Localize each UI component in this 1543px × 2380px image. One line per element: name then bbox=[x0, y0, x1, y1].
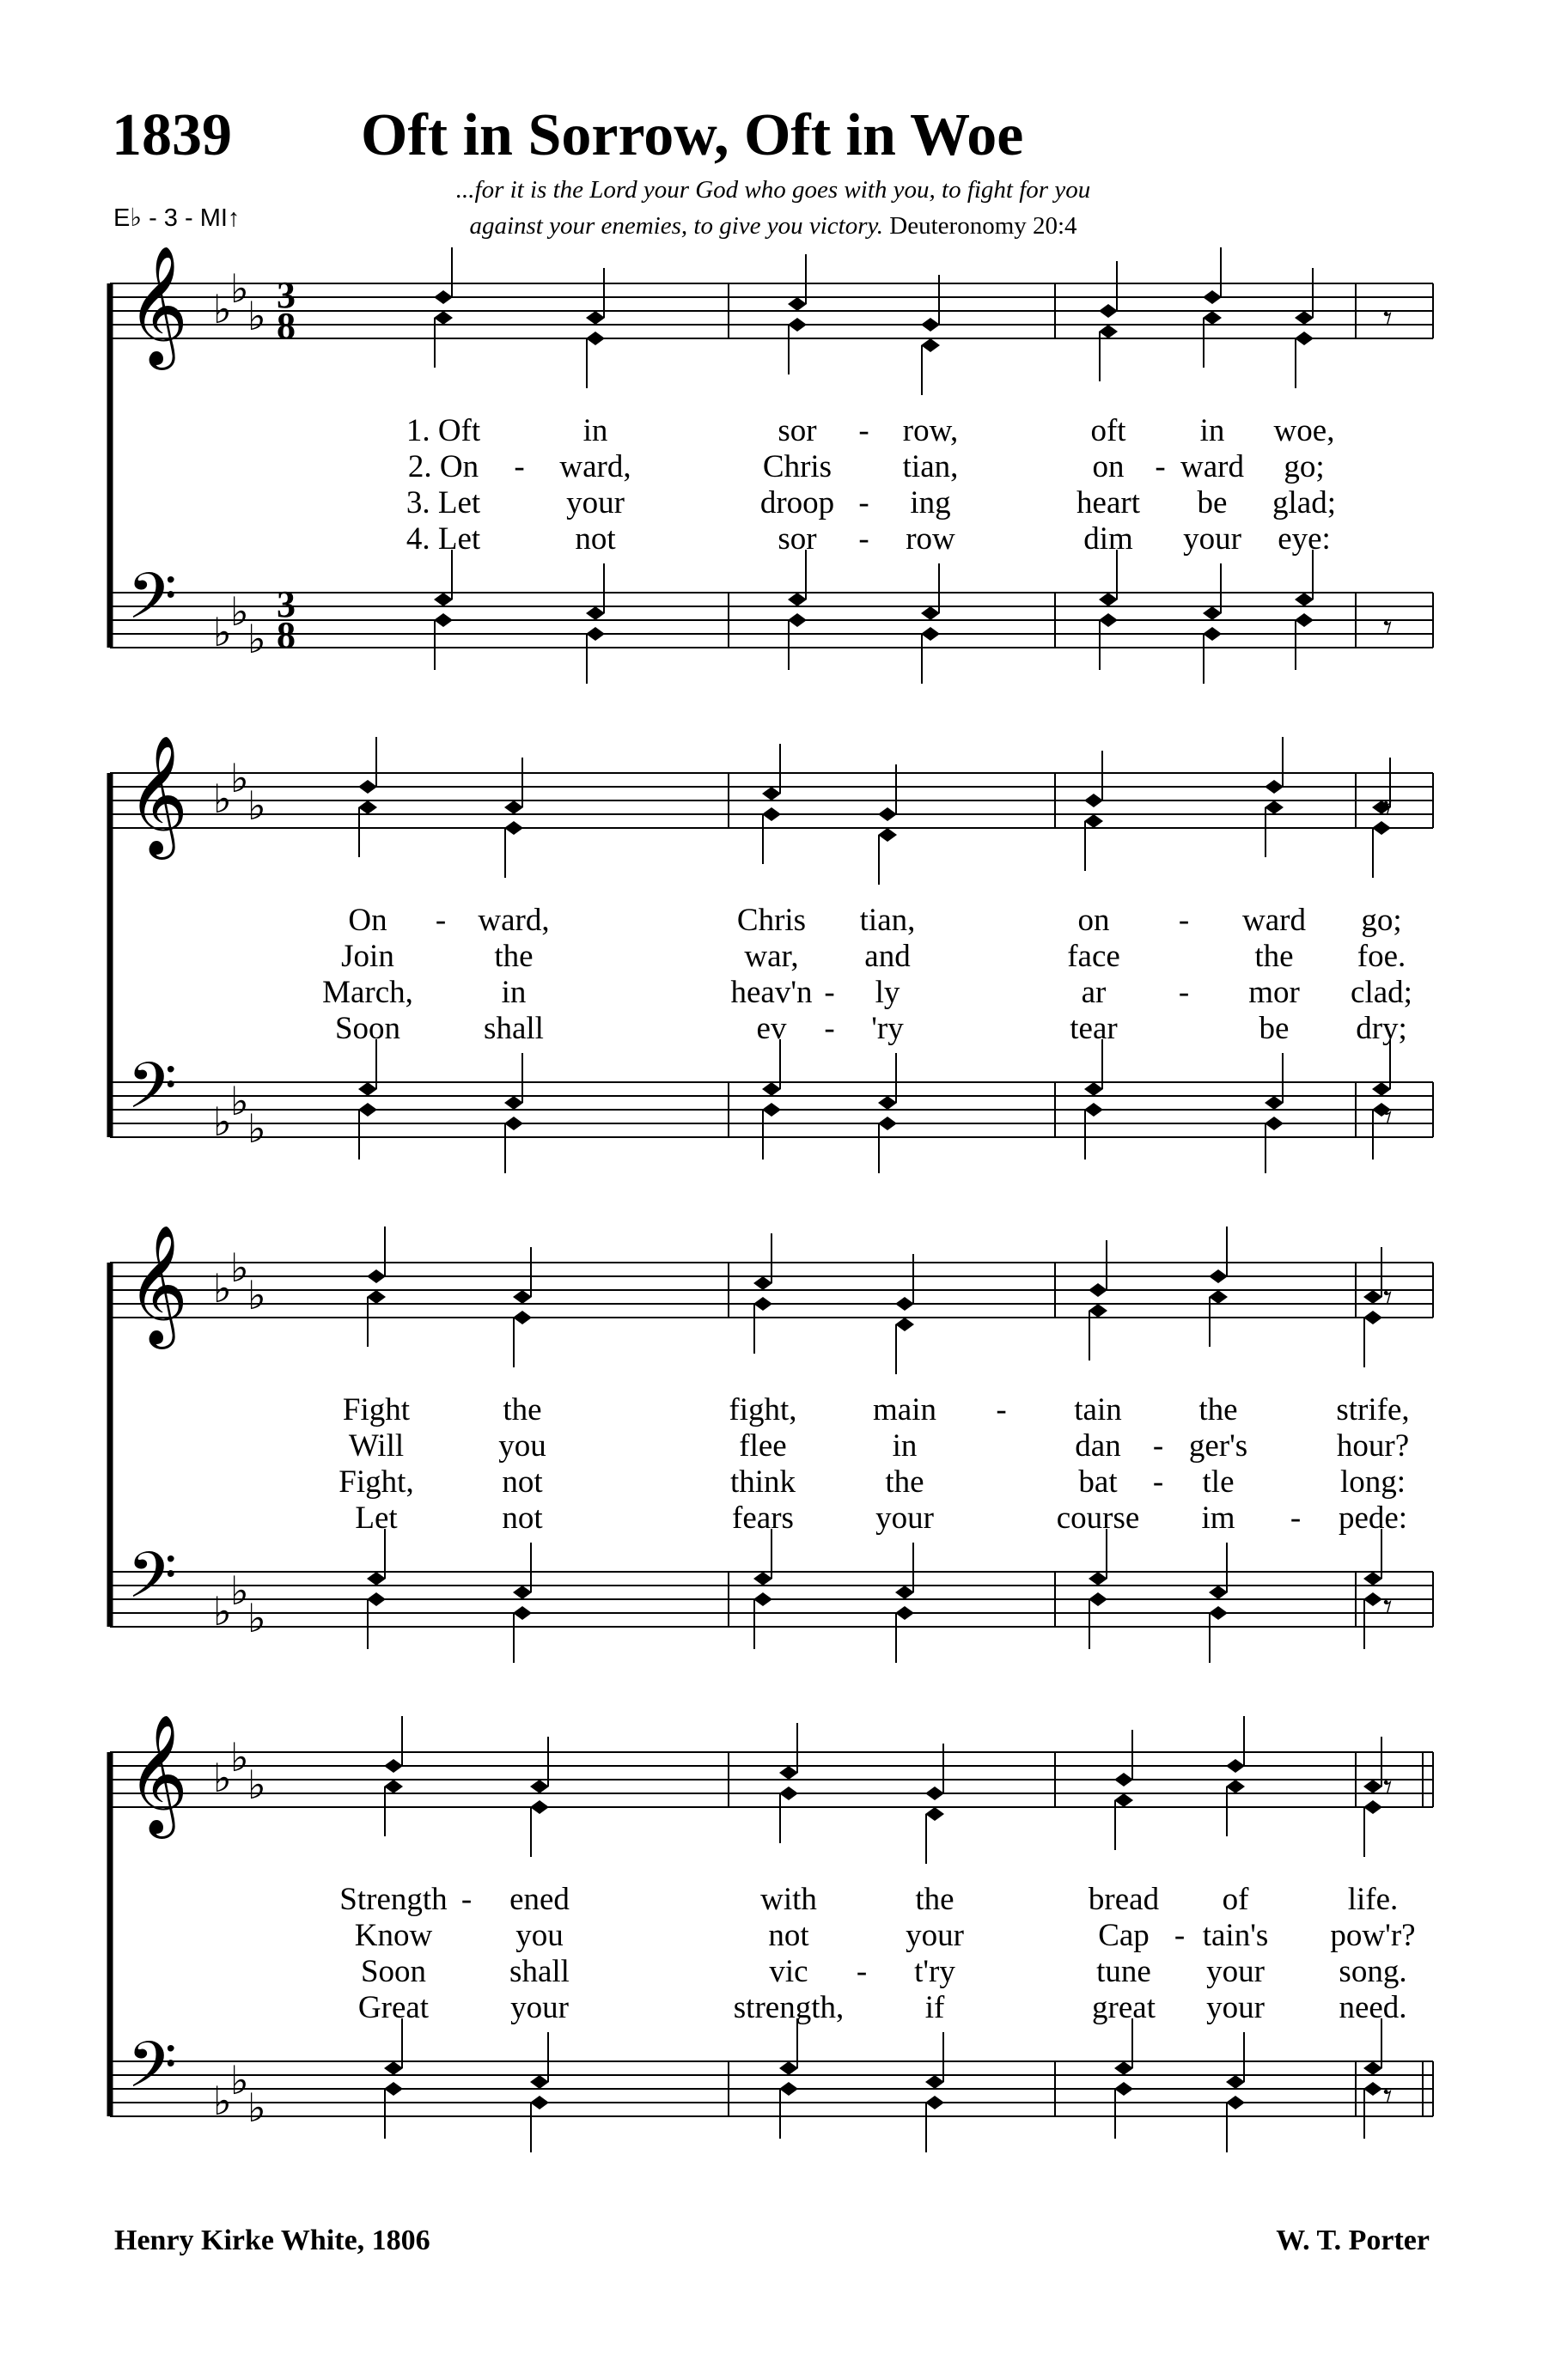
lyric-hyphen: - bbox=[858, 413, 869, 448]
music-system-3 bbox=[110, 1225, 1433, 1666]
scripture-reference: Deuteronomy 20:4 bbox=[889, 212, 1077, 240]
eighth-rest-icon: 𝄾 bbox=[1383, 788, 1393, 828]
note bbox=[1084, 814, 1103, 871]
flat-icon: ♭ bbox=[247, 1595, 266, 1641]
note bbox=[1363, 2018, 1382, 2075]
flat-icon: ♭ bbox=[213, 286, 232, 332]
lyric-syllable: t'ry bbox=[914, 1954, 955, 1989]
lyric-syllable: your bbox=[510, 1990, 569, 2025]
lyric-hyphen: - bbox=[1152, 1464, 1164, 1500]
lyric-syllable: clad; bbox=[1351, 975, 1412, 1010]
lyric-syllable: Strength bbox=[339, 1882, 448, 1917]
lyric-syllable: Will bbox=[348, 1428, 405, 1464]
lyric-syllable: foe. bbox=[1357, 939, 1406, 974]
music-system-1 bbox=[110, 246, 1433, 687]
scripture-quote-line1: ...for it is the Lord your God who goes with you, to fight for you bbox=[455, 176, 1091, 204]
lyric-syllable: on bbox=[1092, 449, 1125, 484]
lyric-syllable: vic bbox=[769, 1954, 808, 1989]
note bbox=[1084, 1039, 1103, 1096]
lyric-syllable: main bbox=[873, 1392, 936, 1427]
lyric-syllable: ly bbox=[875, 975, 900, 1010]
lyric-syllable: heav'n bbox=[730, 975, 813, 1010]
note bbox=[779, 2082, 798, 2139]
note bbox=[878, 828, 897, 885]
key-signature-label: E♭ - 3 - MI↑ bbox=[113, 204, 241, 232]
note bbox=[434, 613, 453, 670]
lyric-syllable: go; bbox=[1361, 903, 1402, 938]
note bbox=[358, 737, 377, 794]
flat-icon: ♭ bbox=[213, 1099, 232, 1145]
note bbox=[1363, 1529, 1382, 1586]
flat-icon: ♭ bbox=[213, 1588, 232, 1634]
note bbox=[1265, 737, 1284, 794]
eighth-rest-icon: 𝄾 bbox=[1383, 1278, 1393, 1318]
lyric-syllable: your bbox=[1206, 1954, 1265, 1989]
lyric-syllable: need. bbox=[1339, 1990, 1407, 2025]
lyric-hyphen: - bbox=[1155, 449, 1166, 484]
bass-clef-icon: 𝄢 bbox=[127, 2028, 177, 2118]
treble-staff bbox=[110, 283, 1433, 338]
note bbox=[358, 1039, 377, 1096]
lyric-line-verse-4 bbox=[110, 1500, 1433, 1536]
eighth-rest-icon: 𝄾 bbox=[1383, 1587, 1393, 1627]
lyric-syllable: and bbox=[864, 939, 911, 974]
lyric-syllable: be bbox=[1197, 485, 1228, 520]
lyric-syllable: not bbox=[502, 1464, 543, 1500]
lyric-syllable: your bbox=[1183, 521, 1241, 557]
lyric-line-verse-1 bbox=[110, 1881, 1433, 1917]
note bbox=[779, 2018, 798, 2075]
note bbox=[358, 1103, 377, 1160]
lyric-syllable: dan bbox=[1075, 1428, 1121, 1464]
lyric-syllable: on bbox=[1077, 903, 1110, 938]
note bbox=[1084, 1103, 1103, 1160]
lyric-syllable: ward, bbox=[478, 903, 550, 938]
lyric-syllable: tian, bbox=[902, 449, 959, 484]
composer-credit: W. T. Porter bbox=[1276, 2225, 1430, 2256]
note bbox=[384, 2018, 403, 2075]
music-system-2 bbox=[110, 735, 1433, 1177]
flat-icon: ♭ bbox=[247, 2085, 266, 2131]
lyric-syllable: strength, bbox=[733, 1990, 845, 2025]
lyric-syllable: fight, bbox=[729, 1392, 797, 1427]
lyric-syllable: tear bbox=[1070, 1011, 1118, 1046]
flat-icon: ♭ bbox=[230, 2057, 249, 2103]
lyric-syllable: Know bbox=[354, 1918, 433, 1953]
note bbox=[434, 550, 453, 606]
note bbox=[925, 1807, 944, 1864]
flat-icon: ♭ bbox=[247, 1762, 266, 1808]
time-signature-bottom: 8 bbox=[277, 614, 296, 656]
lyric-syllable: im bbox=[1201, 1500, 1235, 1536]
lyric-syllable: row bbox=[906, 521, 955, 557]
lyric-syllable: bat bbox=[1078, 1464, 1118, 1500]
note bbox=[1295, 550, 1314, 606]
note bbox=[1372, 1039, 1391, 1096]
lyric-syllable: mor bbox=[1248, 975, 1300, 1010]
lyric-hyphen: - bbox=[1290, 1500, 1302, 1536]
note bbox=[1226, 1716, 1245, 1773]
lyric-syllable: strife, bbox=[1336, 1392, 1410, 1427]
note bbox=[921, 627, 940, 684]
lyric-syllable: be bbox=[1259, 1011, 1290, 1046]
music-system-4 bbox=[110, 1714, 1433, 2156]
lyric-syllable: Chris bbox=[762, 449, 832, 484]
lyric-syllable: woe, bbox=[1273, 413, 1335, 448]
flat-icon: ♭ bbox=[213, 609, 232, 655]
lyric-syllable: flee bbox=[739, 1428, 787, 1464]
note bbox=[367, 1529, 386, 1586]
lyric-syllable: in bbox=[582, 413, 608, 448]
lyric-syllable: not bbox=[768, 1918, 809, 1953]
lyric-line-verse-4 bbox=[110, 520, 1433, 557]
lyric-hyphen: - bbox=[1174, 1918, 1186, 1953]
lyric-syllable: pow'r? bbox=[1330, 1918, 1416, 1953]
lyric-syllable: you bbox=[498, 1428, 546, 1464]
lyric-syllable: great bbox=[1092, 1990, 1156, 2025]
lyric-line-verse-3 bbox=[110, 974, 1433, 1010]
lyric-syllable: not bbox=[502, 1500, 543, 1536]
flat-icon: ♭ bbox=[247, 1272, 266, 1318]
lyric-syllable: shall bbox=[484, 1011, 544, 1046]
lyric-syllable: go; bbox=[1284, 449, 1325, 484]
lyric-hyphen: - bbox=[460, 1882, 473, 1917]
note bbox=[895, 1318, 914, 1374]
lyric-line-verse-2 bbox=[110, 1427, 1433, 1464]
lyric-syllable: the bbox=[885, 1464, 924, 1500]
note bbox=[762, 807, 781, 864]
lyric-syllable: eye: bbox=[1278, 521, 1331, 557]
lyric-hyphen: - bbox=[824, 975, 835, 1010]
note bbox=[1099, 550, 1118, 606]
lyric-syllable: long: bbox=[1339, 1464, 1406, 1500]
lyric-syllable: ened bbox=[509, 1882, 570, 1917]
lyric-syllable: tain bbox=[1074, 1392, 1122, 1427]
note bbox=[1209, 1227, 1228, 1283]
lyric-syllable: in bbox=[892, 1428, 918, 1464]
note bbox=[530, 2096, 549, 2152]
note bbox=[788, 613, 807, 670]
hymn-number: 1839 bbox=[112, 102, 232, 168]
note bbox=[1099, 613, 1118, 670]
lyric-syllable: Let bbox=[355, 1500, 398, 1536]
lyric-syllable: sor bbox=[778, 413, 817, 448]
lyric-syllable: Fight, bbox=[338, 1464, 414, 1500]
lyric-syllable: fears bbox=[732, 1500, 794, 1536]
lyric-hyphen: - bbox=[1178, 975, 1190, 1010]
note bbox=[384, 1716, 403, 1773]
flat-icon: ♭ bbox=[247, 782, 266, 829]
note bbox=[1114, 1793, 1133, 1850]
note bbox=[504, 821, 523, 878]
note bbox=[753, 1592, 772, 1649]
lyric-line-verse-2 bbox=[110, 938, 1433, 974]
lyric-syllable: war, bbox=[744, 939, 799, 974]
note bbox=[1226, 2096, 1245, 2152]
treble-clef-icon: 𝄞 bbox=[127, 1714, 188, 1834]
lyric-syllable: 1. Oft bbox=[406, 413, 481, 448]
note bbox=[504, 1117, 523, 1173]
lyric-syllable: in bbox=[1199, 413, 1225, 448]
lyric-syllable: ward bbox=[1242, 903, 1306, 938]
lyric-line-verse-1 bbox=[110, 1391, 1433, 1427]
note bbox=[384, 2082, 403, 2139]
bass-staff bbox=[110, 593, 1433, 648]
note bbox=[434, 247, 453, 304]
flat-icon: ♭ bbox=[213, 776, 232, 822]
flat-icon: ♭ bbox=[230, 588, 249, 635]
eighth-rest-icon: 𝄾 bbox=[1383, 299, 1393, 338]
lyric-syllable: if bbox=[924, 1990, 945, 2025]
lyric-hyphen: - bbox=[824, 1011, 835, 1046]
lyric-line-verse-3 bbox=[110, 1953, 1433, 1989]
note bbox=[925, 2096, 944, 2152]
lyric-syllable: of bbox=[1222, 1882, 1249, 1917]
note bbox=[753, 1529, 772, 1586]
lyric-syllable: your bbox=[906, 1918, 964, 1953]
lyric-hyphen: - bbox=[858, 521, 869, 557]
lyric-syllable: ev bbox=[756, 1011, 787, 1046]
note bbox=[1099, 261, 1118, 318]
note bbox=[1114, 2018, 1133, 2075]
note bbox=[1114, 2082, 1133, 2139]
lyric-syllable: dim bbox=[1083, 521, 1133, 557]
lyric-syllable: ar bbox=[1081, 975, 1107, 1010]
note bbox=[1089, 1304, 1107, 1360]
lyric-syllable: the bbox=[503, 1392, 542, 1427]
note bbox=[1295, 613, 1314, 670]
lyric-line-verse-1 bbox=[110, 902, 1433, 938]
author-credit: Henry Kirke White, 1806 bbox=[114, 2225, 430, 2256]
flat-icon: ♭ bbox=[247, 293, 266, 339]
lyric-hyphen: - bbox=[435, 903, 447, 938]
lyric-syllable: 2. On bbox=[407, 449, 479, 484]
bass-clef-icon: 𝄢 bbox=[127, 559, 177, 649]
note bbox=[586, 627, 605, 684]
lyric-syllable: tle bbox=[1202, 1464, 1235, 1500]
note bbox=[1099, 325, 1118, 381]
treble-clef-icon: 𝄞 bbox=[127, 1225, 188, 1344]
scripture-quote-line2: against your enemies, to give you victory. bbox=[469, 212, 884, 240]
lyric-syllable: the bbox=[1198, 1392, 1238, 1427]
flat-icon: ♭ bbox=[213, 1755, 232, 1801]
lyric-syllable: Join bbox=[341, 939, 394, 974]
lyric-syllable: your bbox=[1206, 1990, 1265, 2025]
note bbox=[513, 1311, 532, 1367]
lyric-hyphen: - bbox=[858, 485, 869, 520]
lyric-line-verse-4 bbox=[110, 1010, 1433, 1046]
flat-icon: ♭ bbox=[247, 616, 266, 662]
note bbox=[1363, 1311, 1382, 1367]
lyric-syllable: droop bbox=[759, 485, 835, 520]
note bbox=[1084, 751, 1103, 807]
note bbox=[1295, 332, 1314, 388]
lyric-hyphen: - bbox=[1178, 903, 1190, 938]
lyric-syllable: song. bbox=[1339, 1954, 1407, 1989]
lyric-syllable: 'ry bbox=[871, 1011, 904, 1046]
note bbox=[788, 550, 807, 606]
bass-clef-icon: 𝄢 bbox=[127, 1049, 177, 1139]
lyric-syllable: dry; bbox=[1356, 1011, 1407, 1046]
time-signature-top: 3 bbox=[277, 583, 296, 625]
lyric-line-verse-2 bbox=[110, 448, 1433, 484]
lyric-syllable: Chris bbox=[736, 903, 807, 938]
note bbox=[753, 1297, 772, 1354]
lyric-line-verse-2 bbox=[110, 1917, 1433, 1953]
lyric-syllable: 3. Let bbox=[406, 485, 481, 520]
note bbox=[878, 1117, 897, 1173]
hymn-title: Oft in Sorrow, Oft in Woe bbox=[361, 102, 1024, 168]
note bbox=[1089, 1592, 1107, 1649]
note bbox=[1363, 1800, 1382, 1857]
lyric-syllable: course bbox=[1056, 1500, 1140, 1536]
lyric-syllable: you bbox=[515, 1918, 564, 1953]
lyric-syllable: think bbox=[729, 1464, 796, 1500]
treble-clef-icon: 𝄞 bbox=[127, 735, 188, 855]
time-signature-top: 3 bbox=[277, 274, 296, 316]
flat-icon: ♭ bbox=[230, 1567, 249, 1614]
lyric-syllable: glad; bbox=[1272, 485, 1336, 520]
treble-clef-icon: 𝄞 bbox=[127, 246, 188, 365]
note bbox=[1089, 1529, 1107, 1586]
lyric-syllable: Soon bbox=[360, 1954, 427, 1989]
lyric-syllable: face bbox=[1067, 939, 1120, 974]
note bbox=[779, 1787, 798, 1843]
note bbox=[1114, 1730, 1133, 1787]
lyric-syllable: row, bbox=[902, 413, 959, 448]
lyric-syllable: Fight bbox=[342, 1392, 411, 1427]
note bbox=[1363, 2082, 1382, 2139]
lyric-syllable: not bbox=[575, 521, 616, 557]
flat-icon: ♭ bbox=[230, 1078, 249, 1124]
note bbox=[586, 332, 605, 388]
lyric-line-verse-4 bbox=[110, 1989, 1433, 2025]
lyric-syllable: Cap bbox=[1098, 1918, 1150, 1953]
lyric-hyphen: - bbox=[1152, 1428, 1164, 1464]
time-signature-bottom: 8 bbox=[277, 305, 296, 347]
lyric-syllable: ward, bbox=[559, 449, 631, 484]
lyric-syllable: Great bbox=[357, 1990, 430, 2025]
lyric-syllable: shall bbox=[509, 1954, 570, 1989]
note bbox=[1203, 627, 1222, 684]
lyric-syllable: the bbox=[494, 939, 534, 974]
note bbox=[1372, 821, 1391, 878]
flat-icon: ♭ bbox=[247, 1105, 266, 1152]
lyric-syllable: your bbox=[566, 485, 625, 520]
note bbox=[367, 1227, 386, 1283]
scripture-verse bbox=[378, 172, 1168, 244]
note bbox=[513, 1606, 532, 1663]
lyric-hyphen: - bbox=[514, 449, 525, 484]
eighth-rest-icon: 𝄾 bbox=[1383, 1768, 1393, 1807]
note bbox=[1209, 1606, 1228, 1663]
note bbox=[1203, 247, 1222, 304]
lyric-syllable: tain's bbox=[1202, 1918, 1269, 1953]
lyric-syllable: tian, bbox=[859, 903, 916, 938]
lyric-syllable: oft bbox=[1090, 413, 1126, 448]
lyric-hyphen: - bbox=[996, 1392, 1007, 1427]
lyric-syllable: ger's bbox=[1188, 1428, 1248, 1464]
flat-icon: ♭ bbox=[230, 1734, 249, 1780]
lyric-syllable: ing bbox=[910, 485, 951, 520]
lyric-syllable: the bbox=[915, 1882, 954, 1917]
lyric-syllable: Soon bbox=[334, 1011, 401, 1046]
lyric-syllable: bread bbox=[1088, 1882, 1160, 1917]
lyric-syllable: in bbox=[501, 975, 527, 1010]
bass-clef-icon: 𝄢 bbox=[127, 1538, 177, 1628]
flat-icon: ♭ bbox=[230, 1245, 249, 1291]
lyric-syllable: 4. Let bbox=[406, 521, 481, 557]
note bbox=[788, 318, 807, 374]
flat-icon: ♭ bbox=[230, 265, 249, 312]
lyric-syllable: life. bbox=[1347, 1882, 1399, 1917]
note bbox=[1265, 1117, 1284, 1173]
lyric-syllable: tune bbox=[1096, 1954, 1151, 1989]
note bbox=[921, 338, 940, 395]
note bbox=[762, 1039, 781, 1096]
note bbox=[1363, 1592, 1382, 1649]
lyric-syllable: heart bbox=[1076, 485, 1140, 520]
lyric-hyphen: - bbox=[856, 1954, 868, 1989]
flat-icon: ♭ bbox=[213, 2078, 232, 2124]
note bbox=[1089, 1240, 1107, 1297]
eighth-rest-icon: 𝄾 bbox=[1383, 2077, 1393, 2116]
eighth-rest-icon: 𝄾 bbox=[1383, 608, 1393, 648]
flat-icon: ♭ bbox=[230, 755, 249, 801]
lyric-syllable: the bbox=[1254, 939, 1294, 974]
lyric-syllable: pede: bbox=[1338, 1500, 1408, 1536]
lyric-syllable: ward bbox=[1180, 449, 1244, 484]
flat-icon: ♭ bbox=[213, 1265, 232, 1312]
lyric-syllable: your bbox=[875, 1500, 934, 1536]
note bbox=[762, 1103, 781, 1160]
lyric-line-verse-3 bbox=[110, 484, 1433, 520]
note bbox=[895, 1606, 914, 1663]
lyric-syllable: hour? bbox=[1336, 1428, 1410, 1464]
lyric-syllable: sor bbox=[778, 521, 817, 557]
lyric-line-verse-3 bbox=[110, 1464, 1433, 1500]
note bbox=[367, 1592, 386, 1649]
lyric-syllable: with bbox=[760, 1882, 817, 1917]
eighth-rest-icon: 𝄾 bbox=[1383, 1098, 1393, 1137]
lyric-syllable: On bbox=[348, 903, 387, 938]
lyric-syllable: March, bbox=[322, 975, 413, 1010]
lyric-line-verse-1 bbox=[110, 412, 1433, 448]
note bbox=[530, 1800, 549, 1857]
